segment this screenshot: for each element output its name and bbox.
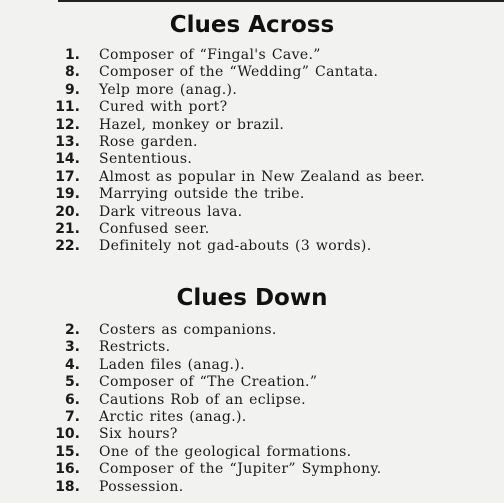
clue-number: 22. — [55, 238, 80, 255]
clue-number: 2. — [64, 322, 80, 338]
clue-text: Composer of the “Jupiter” Symphony. — [99, 461, 382, 478]
clue-text: One of the geological formations. — [99, 443, 352, 460]
clue-text: Definitely not gad-abouts (3 words). — [99, 238, 372, 255]
clue-down-item — [0, 479, 504, 496]
clue-across-item — [0, 221, 504, 238]
clues-down-heading: Clues Down — [176, 285, 328, 311]
clue-number: 7. — [64, 408, 80, 425]
clue-across-item — [0, 169, 504, 186]
clue-text: Cautions Rob of an eclipse. — [99, 391, 306, 408]
clue-text: Dark vitreous lava. — [99, 203, 243, 220]
clue-down-item — [0, 357, 504, 374]
clue-number: 12. — [55, 116, 80, 133]
clue-number: 19. — [55, 186, 80, 203]
clue-down-item — [0, 374, 504, 391]
clue-text: Yelp more (anag.). — [99, 81, 238, 98]
clue-text: Confused seer. — [99, 220, 210, 237]
clue-across-item — [0, 134, 504, 151]
clues-across-heading: Clues Across — [169, 12, 335, 38]
clue-text: Sententious. — [99, 151, 193, 168]
clue-text: Composer of “Fingal's Cave.” — [99, 47, 321, 63]
clue-across-item — [0, 99, 504, 116]
clue-number: 10. — [55, 426, 80, 443]
clue-across-item — [0, 204, 504, 221]
clue-text: Restricts. — [99, 339, 171, 356]
clue-down-item — [0, 409, 504, 426]
clue-text: Composer of “The Creation.” — [99, 374, 318, 391]
clue-down-item — [0, 392, 504, 409]
clue-number: 11. — [55, 99, 80, 116]
clue-number: 5. — [64, 374, 80, 391]
clue-across-item — [0, 117, 504, 134]
clue-number: 21. — [55, 220, 80, 237]
clue-text: Costers as companions. — [99, 322, 277, 338]
clue-text: Laden files (anag.). — [99, 356, 245, 373]
clue-down-item — [0, 461, 504, 478]
clue-across-item — [0, 151, 504, 168]
clue-number: 16. — [55, 461, 80, 478]
clue-number: 18. — [55, 478, 80, 495]
clue-number: 6. — [64, 391, 80, 408]
clue-across-item — [0, 64, 504, 81]
clue-across-item — [0, 238, 504, 255]
clue-number: 1. — [64, 47, 80, 63]
clue-text: Six hours? — [99, 426, 178, 443]
clue-number: 20. — [55, 203, 80, 220]
clue-text: Marrying outside the tribe. — [99, 186, 305, 203]
clue-number: 13. — [55, 133, 80, 150]
clue-down-item — [0, 426, 504, 443]
clue-number: 17. — [55, 168, 80, 185]
clues-across-list — [0, 47, 504, 256]
clue-text: Almost as popular in New Zealand as beer. — [99, 168, 425, 185]
clue-text: Possession. — [99, 478, 184, 495]
clue-text: Arctic rites (anag.). — [99, 408, 247, 425]
clue-text: Rose garden. — [99, 133, 198, 150]
clue-number: 8. — [64, 64, 80, 81]
clue-number: 14. — [55, 151, 80, 168]
clue-down-item — [0, 339, 504, 356]
clue-text: Cured with port? — [99, 99, 228, 116]
clue-across-item — [0, 186, 504, 203]
clue-number: 3. — [64, 339, 80, 356]
clue-across-item — [0, 82, 504, 99]
clue-number: 9. — [64, 81, 80, 98]
clue-number: 4. — [64, 356, 80, 373]
clue-down-item — [0, 444, 504, 461]
clues-down-list — [0, 322, 504, 496]
top-rule — [58, 0, 504, 2]
clue-number: 15. — [55, 443, 80, 460]
clue-text: Hazel, monkey or brazil. — [99, 116, 285, 133]
clue-text: Composer of the “Wedding” Cantata. — [99, 64, 379, 81]
clue-down-item — [0, 322, 504, 339]
clue-across-item — [0, 47, 504, 64]
